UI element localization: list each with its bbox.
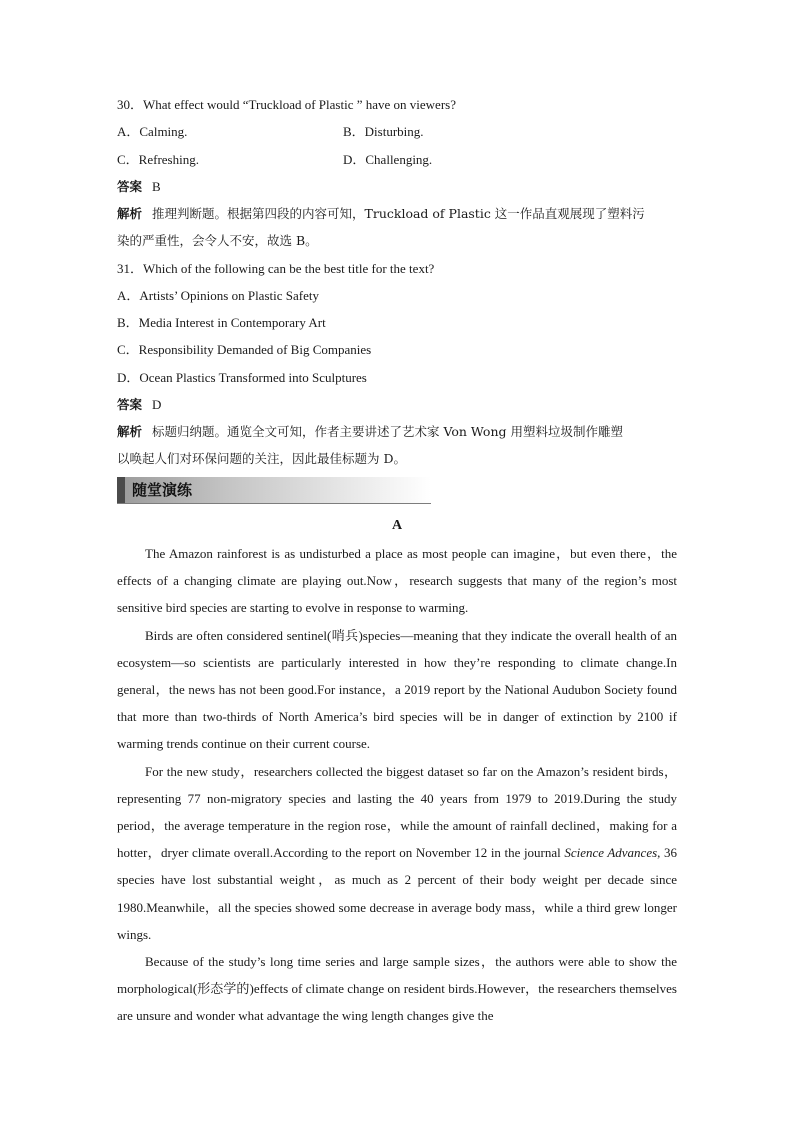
q31-analysis-line-1 <box>117 423 623 441</box>
answer-label: 答案 <box>117 179 143 194</box>
q31-answer <box>117 396 161 414</box>
q31-analysis-line-2 <box>117 450 406 468</box>
q30-analysis-line-1 <box>117 205 645 223</box>
q30-option-a: A．Calming. <box>117 124 188 139</box>
q30-analysis-line-2 <box>117 232 318 250</box>
answer-value: D <box>152 397 162 412</box>
answer-value: B <box>152 179 161 194</box>
q31-option-d: D．Ocean Plastics Transformed into Sculptures <box>117 370 367 385</box>
q30-option-b: B．Disturbing. <box>343 124 424 139</box>
paragraph-3-text-a: For the new study，researchers collected the biggest dataset so far on the Amazon’s resident birds，representing 77 non-migratory species and lasting the 40 years from 1979 to 2019.During the study period，the average temperature in the region rose，while the amount of rainfall declined，making for a hotter，dryer climate overall.According to the report on November 12 in the journal <box>117 763 677 861</box>
answer-label: 答案 <box>117 397 143 412</box>
analysis-text: 推理判断题。根据第四段的内容可知，Truckload of Plastic 这一作品直观展现了塑料污 <box>152 206 645 221</box>
passage-paragraph-4: Because of the study’s long time series and large sample sizes，the authors were able to show the morphological(形态学的)effects of climate change on resident birds.However，the researchers themselves are unsure and wonder what advantage the wing length changes give the <box>117 954 677 1024</box>
section-title: 随堂演练 <box>132 481 193 499</box>
analysis-text: 标题归纳题。通览全文可知，作者主要讲述了艺术家 Von Wong 用塑料垃圾制作雕塑 <box>152 424 623 439</box>
q31-option-c: C．Responsibility Demanded of Big Companies <box>117 342 372 357</box>
q31-option-b: B．Media Interest in Contemporary Art <box>117 315 326 330</box>
analysis-text: 以唤起人们对环保问题的关注，因此最佳标题为 D。 <box>117 451 406 466</box>
paragraph-3-text-b: , 36 species have lost substantial weight，as much as 2 percent of their body weight per decade since 1980.Meanwhile，all the species showed some decrease in average body mass，while a third grew longer wings. <box>117 845 677 942</box>
reading-passage <box>117 540 677 1030</box>
analysis-label: 解析 <box>117 206 143 221</box>
q31-option-a: A．Artists’ Opinions on Plastic Safety <box>117 288 319 303</box>
q30-option-c: C．Refreshing. <box>117 152 199 167</box>
analysis-label: 解析 <box>117 424 143 439</box>
section-marker <box>117 477 125 503</box>
section-header-bar <box>117 477 431 504</box>
question-30: 30．What effect would “Truckload of Plastic ” have on viewers? <box>117 97 456 112</box>
journal-title: Science Advances <box>564 845 658 861</box>
analysis-text: 染的严重性，会令人不安，故选 B。 <box>117 233 318 248</box>
passage-letter: A <box>391 518 403 533</box>
q30-option-d: D．Challenging. <box>343 152 433 167</box>
passage-paragraph-2: Birds are often considered sentinel(哨兵)species—meaning that they indicate the overall health of an ecosystem—so scientists are particularly interested in how they’re responding to climate change.In general，the news has not been good.For instance，a 2019 report by the National Audubon Society found that more than two-thirds of North America’s bird species will be in danger of extinction by 2100 if warming trends continue on their current course. <box>117 627 677 752</box>
passage-paragraph-1: The Amazon rainforest is as undisturbed a place as most people can imagine，but even there，the effects of a changing climate are playing out.Now，research suggests that many of the region’s most sensitive bird species are starting to evolve in response to warming. <box>117 546 677 616</box>
passage-paragraph-3 <box>117 758 677 948</box>
q30-answer <box>117 178 161 196</box>
question-31: 31．Which of the following can be the best title for the text? <box>117 261 435 276</box>
